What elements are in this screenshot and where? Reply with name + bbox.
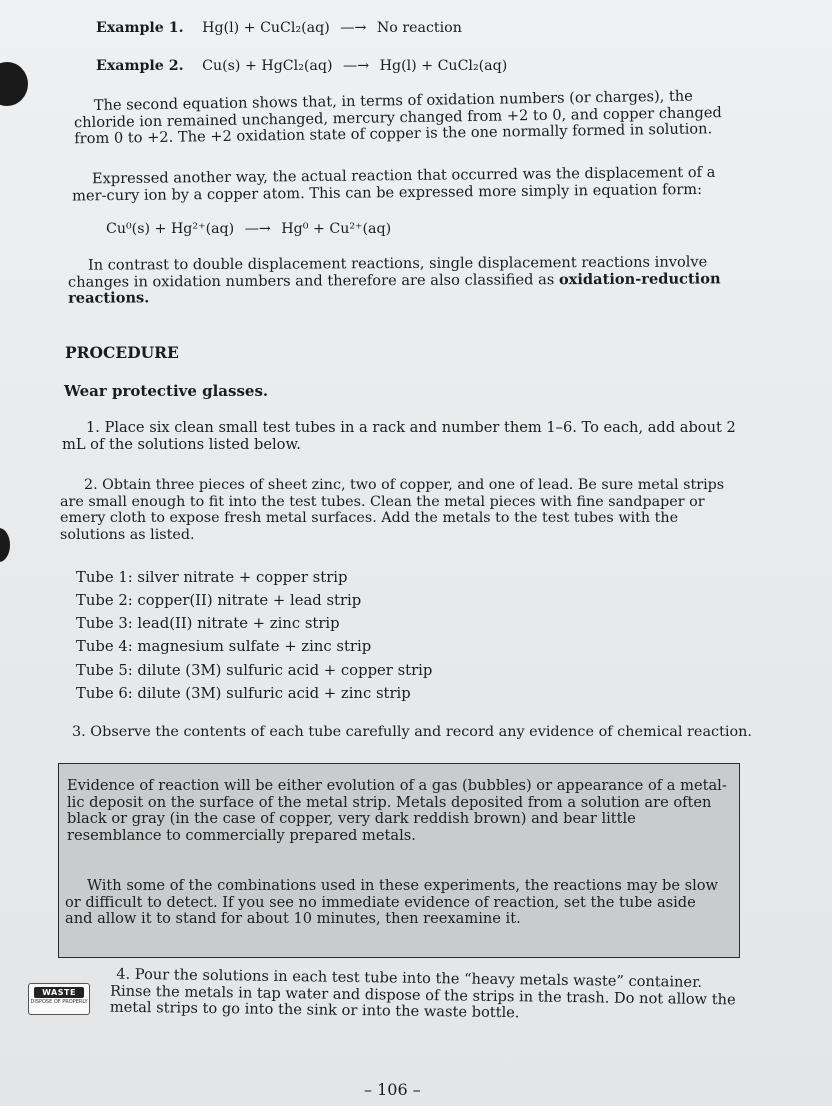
tube-2-item: Tube 2: copper(II) nitrate + lead strip [76,592,362,609]
example-2-products: Hg(l) + CuCl₂(aq) [379,58,508,74]
example-1-equation [96,20,462,36]
evidence-note-box [58,763,740,958]
ionic-equation [106,221,391,237]
tube-4-item: Tube 4: magnesium sulfate + zinc strip [76,638,372,655]
step-1: 1. Place six clean small test tubes in a rack and number them 1–6. To each, add about 2 mL of the solutions listed below. [62,419,736,453]
safety-note: Wear protective glasses. [64,382,269,400]
ionic-equation-reactants: Cu⁰(s) + Hg²⁺(aq) [106,221,235,237]
procedure-heading: PROCEDURE [65,343,179,362]
tube-6-item: Tube 6: dilute (3M) sulfuric acid + zinc strip [76,685,411,702]
tube-3-item: Tube 3: lead(II) nitrate + zinc strip [76,615,340,632]
page-number: – 106 – [364,1080,421,1099]
step-4: 4. Pour the solutions in each test tube into the “heavy metals waste” container. Rinse the metals in tap water and dispose of the strips in the trash. Do not allow the metal strips to go into the sink or into the waste bottle. [109,965,736,1022]
tube-1-item: Tube 1: silver nitrate + copper strip [76,569,348,586]
reaction-arrow-icon: —→ [343,58,370,74]
waste-icon-sublabel: DISPOSE OF PROPERLY [30,999,88,1005]
step-3: 3. Observe the contents of each tube carefully and record any evidence of chemical reaction. [72,724,752,740]
reaction-arrow-icon: —→ [244,221,271,237]
step-2: 2. Obtain three pieces of sheet zinc, two of copper, and one of lead. Be sure metal strips are small enough to fit into the test tubes. Clean the metal pieces with fine sandpaper or emery cloth to expose fresh metal surfaces. Add the metals to the test tubes with the solutions as listed. [60,477,725,543]
reaction-arrow-icon: —→ [340,20,367,36]
ionic-equation-products: Hg⁰ + Cu²⁺(aq) [281,221,392,237]
binder-hole-top [0,62,28,106]
example-2-equation [96,58,507,74]
term-oxidation-reduction: oxidation-reduction reactions. [68,269,721,307]
slow-reaction-paragraph: With some of the combinations used in these experiments, the reactions may be slow or difficult to detect. If you see no immediate evidence of reaction, set the tube aside and allow it to stand for about 10 minutes, then reexamine it. [65,877,719,927]
paragraph-contrast [68,254,742,307]
example-2-reactants: Cu(s) + HgCl₂(aq) [202,58,333,74]
example-2-label: Example 2. [96,58,184,74]
paragraph-second-equation: The second equation shows that, in terms of oxidation numbers (or charges), the chloride ion remained unchanged, mercury changed from +2 to 0, and copper changed from 0 to +2. The +2 oxidation state of copper is the one normally formed in solution. [73,87,722,148]
tube-5-item: Tube 5: dilute (3M) sulfuric acid + copper strip [76,662,433,679]
paragraph-expressed: Expressed another way, the actual reaction that occurred was the displacement of a mer-cury ion by a copper atom. This can be expressed more simply in equation form: [72,163,716,205]
example-1-products: No reaction [376,20,462,36]
evidence-paragraph: Evidence of reaction will be either evolution of a gas (bubbles) or appearance of a metal-lic deposit on the surface of the metal strip. Metals deposited from a solution are often black or gray (in the case of copper, very dark reddish brown) and bear little resemblance to commercially prepared metals. [67,777,727,844]
waste-disposal-icon [28,983,90,1015]
binder-hole-middle [0,528,10,562]
example-1-label: Example 1. [96,20,184,36]
example-1-reactants: Hg(l) + CuCl₂(aq) [202,20,330,36]
paragraph-contrast-text: In contrast to double displacement reactions, single displacement reactions involve changes in oxidation numbers and therefore are also classified as [67,253,708,291]
waste-icon-label: WASTE [34,987,84,998]
